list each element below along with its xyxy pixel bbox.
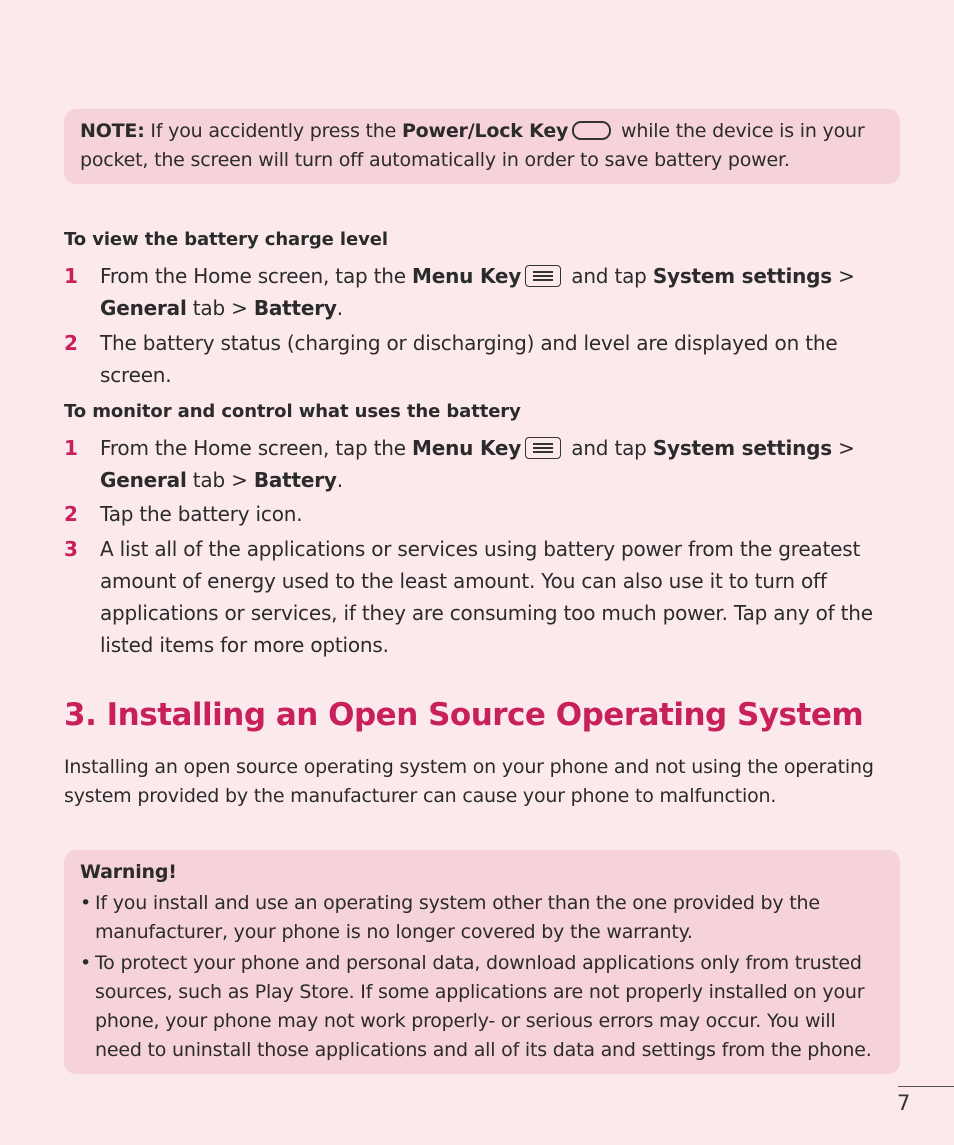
general-tab-label: General bbox=[100, 468, 187, 492]
warning-item-text: If you install and use an operating system other than the one provided by the manufacturer, your phone is no longer covered by the warranty. bbox=[95, 892, 820, 943]
system-settings-label: System settings bbox=[652, 436, 832, 460]
bullet-icon: • bbox=[80, 892, 92, 914]
power-lock-key-icon bbox=[572, 121, 611, 140]
battery-level-heading: To view the battery charge level bbox=[64, 229, 388, 250]
bullet-icon: • bbox=[80, 952, 92, 974]
system-settings-label: System settings bbox=[652, 264, 832, 288]
menu-key-label: Menu Key bbox=[412, 436, 522, 460]
battery-level-step-2 bbox=[64, 327, 900, 391]
warning-item bbox=[80, 949, 884, 1065]
general-tab-label: General bbox=[100, 296, 187, 320]
power-lock-key-label: Power/Lock Key bbox=[401, 120, 569, 142]
step-text: From the Home screen, tap the bbox=[100, 436, 413, 460]
section-intro: Installing an open source operating system on your phone and not using the operating system provided by the manufacturer can cause your phone to malfunction. bbox=[64, 756, 874, 807]
warning-box bbox=[64, 850, 900, 1074]
step-text: and tap bbox=[565, 264, 653, 288]
step-text: . bbox=[336, 296, 343, 320]
step-text: Tap the battery icon. bbox=[100, 502, 303, 526]
warning-title: Warning! bbox=[80, 861, 177, 883]
step-number: 1 bbox=[64, 264, 78, 288]
battery-label: Battery bbox=[253, 296, 337, 320]
footer-divider bbox=[898, 1086, 954, 1087]
battery-monitor-step-1 bbox=[64, 432, 900, 496]
menu-key-label: Menu Key bbox=[412, 264, 522, 288]
step-number: 2 bbox=[64, 502, 78, 526]
note-label: NOTE: bbox=[80, 120, 145, 142]
step-text: . bbox=[336, 468, 343, 492]
step-text: tab > bbox=[186, 296, 254, 320]
step-text: > bbox=[832, 264, 855, 288]
battery-monitor-heading: To monitor and control what uses the battery bbox=[64, 401, 521, 422]
note-text-1: If you accidently press the bbox=[144, 120, 402, 142]
step-text: > bbox=[832, 436, 855, 460]
battery-level-step-1 bbox=[64, 260, 900, 324]
step-text: and tap bbox=[565, 436, 653, 460]
step-text: The battery status (charging or discharging) and level are displayed on the screen. bbox=[100, 331, 838, 387]
step-number: 3 bbox=[64, 537, 78, 561]
step-text: A list all of the applications or services using battery power from the greatest amount of energy used to the least amount. You can also use it to turn off applications or services, if they are consuming too much power. Tap any of the listed items for more options. bbox=[100, 537, 873, 657]
warning-item-text: To protect your phone and personal data, download applications only from trusted sources, such as Play Store. If some applications are not properly installed on your phone, your phone may not work properly- or serious errors may occur. You will need to uninstall those applications and all of its data and settings from the phone. bbox=[95, 952, 872, 1061]
menu-key-icon bbox=[525, 265, 561, 287]
step-number: 1 bbox=[64, 436, 78, 460]
section-title: 3. Installing an Open Source Operating System bbox=[64, 697, 864, 733]
step-number: 2 bbox=[64, 331, 78, 355]
menu-key-icon bbox=[525, 437, 561, 459]
step-text: tab > bbox=[186, 468, 254, 492]
battery-monitor-step-3 bbox=[64, 533, 900, 661]
note-text-2: while the device is in your pocket, the screen will turn off automatically in order to save battery power. bbox=[80, 120, 865, 171]
battery-label: Battery bbox=[253, 468, 337, 492]
step-text: From the Home screen, tap the bbox=[100, 264, 413, 288]
warning-item bbox=[80, 889, 884, 947]
note-box bbox=[64, 109, 900, 184]
page-number: 7 bbox=[897, 1091, 911, 1115]
battery-monitor-step-2 bbox=[64, 498, 900, 530]
